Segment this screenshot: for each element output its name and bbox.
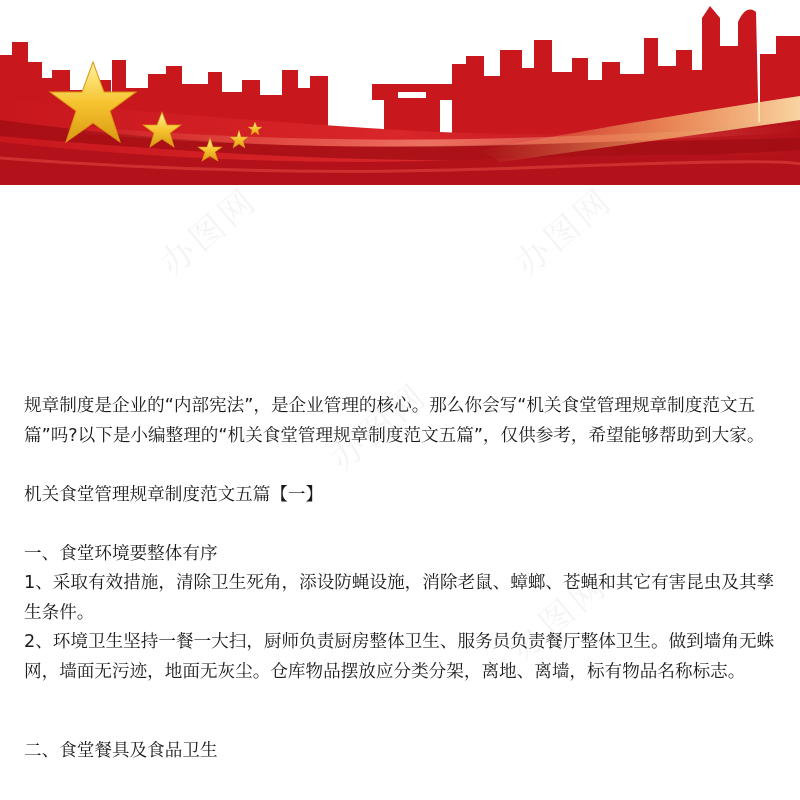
intro-paragraph: 规章制度是企业的“内部宪法”，是企业管理的核心。那么你会写“机关食堂管理规章制度范文五篇”吗?以下是小编整理的“机关食堂管理规章制度范文五篇”，仅供参考，希望能够帮助到大家。 [24,396,765,446]
spacer [24,451,780,481]
article-heading: 机关食堂管理规章制度范文五篇【一】 [24,484,324,505]
header-banner [0,0,800,185]
section-title: 二、食堂餐具及食品卫生 [24,741,218,761]
watermark [148,174,267,285]
section-title: 一、食堂环境要整体有序 [24,543,218,564]
list-item: 2、环境卫生坚持一餐一大扫，厨师负责厨房整体卫生、服务员负责餐厅整体卫生。做到墙角无蛛网，墙面无污迹，地面无灰尘。仓库物品摆放应分类分架，离地、离墙，标有物品名称标志。 [24,632,775,682]
city-skyline-banner [0,0,800,185]
document-body [24,392,780,767]
list-item: 1、采取有效措施，清除卫生死角，添设防蝇设施，消除老鼠、蟑螂、苍蝇和其它有害昆虫及其孳生条件。 [24,573,775,623]
spacer [24,510,780,540]
spacer [24,687,780,737]
watermark [503,174,622,285]
